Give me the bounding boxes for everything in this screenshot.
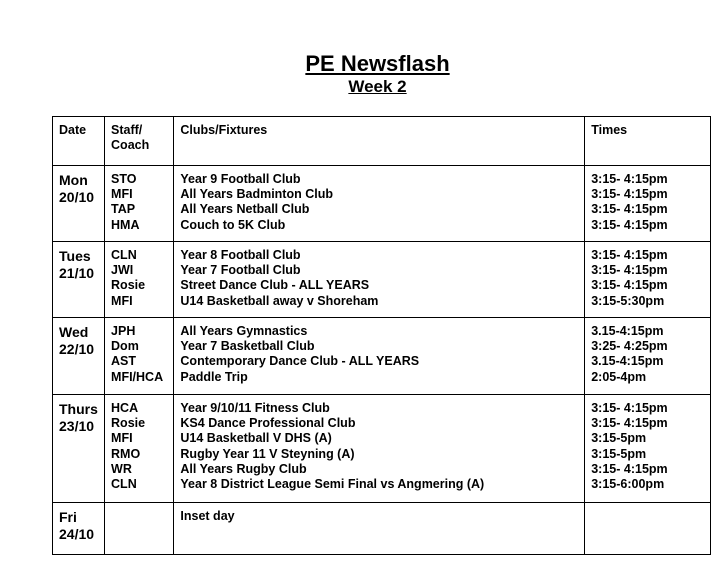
day-date: 23/10 [59, 418, 95, 434]
page-title: PE Newsflash [305, 51, 450, 76]
staff-entry: STO [111, 172, 137, 186]
header-staff [105, 117, 174, 166]
club-cell [174, 503, 585, 555]
header-clubs: Clubs/Fixtures [174, 117, 585, 166]
time-entry: 3:15-6:00pm [591, 477, 665, 492]
day-date: 20/10 [59, 189, 95, 205]
day-cell [53, 242, 105, 318]
time-entry: 3:15- 4:15pm [591, 202, 668, 217]
time-entry: 2:05-4pm [591, 369, 647, 384]
time-cell [585, 395, 711, 503]
day-cell [53, 503, 105, 555]
staff-entry: RMO [111, 446, 141, 461]
staff-entry: HCA [111, 401, 139, 415]
staff-entry: TAP [111, 202, 136, 217]
day-row [53, 166, 711, 242]
club-entry: Year 7 Basketball Club [180, 339, 315, 354]
staff-cell [105, 503, 174, 555]
club-entry: All Years Netball Club [180, 202, 310, 217]
club-entry: Year 8 Football Club [180, 248, 301, 262]
day-date: 22/10 [59, 341, 95, 357]
table-header-row [53, 117, 711, 166]
time-entry: 3:15- 4:15pm [591, 172, 668, 186]
day-name: Wed [59, 324, 89, 340]
staff-entry: JWI [111, 263, 134, 278]
header-staff-line2: Coach [111, 138, 150, 153]
time-entry: 3:15-5pm [591, 446, 647, 461]
time-entry: 3:15- 4:15pm [591, 461, 668, 476]
club-entry: Year 9/10/11 Fitness Club [180, 401, 330, 415]
time-entry: 3:15- 4:15pm [591, 217, 668, 232]
staff-entry: MFI [111, 187, 133, 202]
club-cell [174, 242, 585, 318]
time-entry: 3:15- 4:15pm [591, 401, 668, 415]
time-cell [585, 503, 711, 555]
day-cell [53, 166, 105, 242]
club-entry: Inset day [180, 509, 235, 523]
header-times: Times [585, 117, 711, 166]
day-name: Fri [59, 509, 77, 525]
time-entry: 3:15- 4:15pm [591, 278, 668, 293]
day-name: Thurs [59, 401, 98, 417]
time-cell [585, 166, 711, 242]
time-entry: 3:15- 4:15pm [591, 187, 668, 202]
staff-cell [105, 395, 174, 503]
staff-cell [105, 242, 174, 318]
day-row [53, 503, 711, 555]
club-entry: Contemporary Dance Club - ALL YEARS [180, 354, 420, 369]
header-staff-line1: Staff/ [111, 123, 143, 137]
club-entry: Street Dance Club - ALL YEARS [180, 278, 370, 293]
day-cell [53, 395, 105, 503]
time-entry: 3:15-5pm [591, 431, 647, 446]
day-name: Mon [59, 172, 88, 188]
club-entry: Year 7 Football Club [180, 263, 301, 278]
club-entry: Year 9 Football Club [180, 172, 301, 186]
club-entry: KS4 Dance Professional Club [180, 416, 356, 431]
time-entry: 3:25- 4:25pm [591, 339, 668, 354]
day-date: 24/10 [59, 526, 95, 542]
staff-entry: MFI [111, 293, 133, 308]
staff-entry: JPH [111, 324, 136, 338]
club-cell [174, 395, 585, 503]
club-entry: Couch to 5K Club [180, 217, 286, 232]
day-name: Tues [59, 248, 91, 264]
day-row [53, 318, 711, 395]
club-cell [174, 166, 585, 242]
club-entry: U14 Basketball away v Shoreham [180, 293, 379, 308]
time-cell [585, 318, 711, 395]
club-entry: All Years Rugby Club [180, 461, 307, 476]
club-entry: All Years Badminton Club [180, 187, 333, 202]
club-cell [174, 318, 585, 395]
staff-entry: MFI/HCA [111, 369, 164, 384]
staff-cell [105, 318, 174, 395]
day-date: 21/10 [59, 265, 95, 281]
club-entry: All Years Gymnastics [180, 324, 308, 338]
staff-entry: CLN [111, 477, 137, 492]
staff-cell [105, 166, 174, 242]
day-cell [53, 318, 105, 395]
club-entry: Year 8 District League Semi Final vs Angmering (A) [180, 477, 485, 492]
day-row [53, 242, 711, 318]
page-subtitle: Week 2 [348, 77, 407, 96]
club-entry: U14 Basketball V DHS (A) [180, 431, 332, 446]
time-entry: 3:15-5:30pm [591, 293, 665, 308]
time-entry: 3.15-4:15pm [591, 324, 664, 338]
staff-entry: HMA [111, 217, 140, 232]
day-row [53, 395, 711, 503]
time-entry: 3.15-4:15pm [591, 354, 664, 369]
club-entry: Paddle Trip [180, 369, 248, 384]
club-entry: Rugby Year 11 V Steyning (A) [180, 446, 355, 461]
staff-entry: Dom [111, 339, 139, 354]
staff-entry: CLN [111, 248, 137, 262]
staff-entry: Rosie [111, 416, 146, 431]
time-entry: 3:15- 4:15pm [591, 416, 668, 431]
staff-entry: AST [111, 354, 137, 369]
staff-entry: Rosie [111, 278, 146, 293]
schedule-table [52, 116, 711, 555]
time-entry: 3:15- 4:15pm [591, 263, 668, 278]
header-date: Date [53, 117, 105, 166]
staff-entry: MFI [111, 431, 133, 446]
time-cell [585, 242, 711, 318]
time-entry: 3:15- 4:15pm [591, 248, 668, 262]
staff-entry: WR [111, 461, 132, 476]
